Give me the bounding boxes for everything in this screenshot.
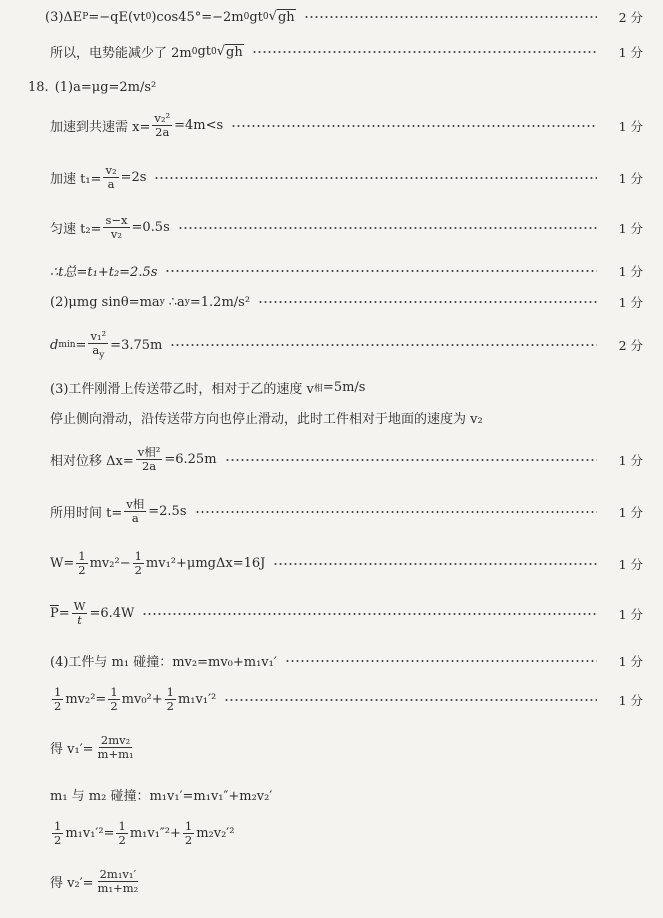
- line-text: 加速 t₁=: [50, 172, 102, 188]
- line-text: 所用时间 t=: [50, 506, 123, 522]
- line-text: =−qE(vt: [88, 9, 146, 25]
- line-text: 加速到共速需 x=: [50, 120, 151, 136]
- fraction: $\frac{\text{2m₁v₁′}}{\text{m₁+m₂}}$: [97, 867, 139, 896]
- score-label: 1 分: [618, 295, 643, 310]
- score-label: 1 分: [618, 220, 643, 236]
- leader-dots: [252, 51, 597, 53]
- line-text: m₁ 与 m₂ 碰撞：m₁v₁′=m₁v₁″+m₂v₂′: [50, 789, 273, 804]
- line-text: =5m/s: [322, 380, 366, 395]
- answer-line-v2-result: [50, 868, 643, 895]
- score-label: 1 分: [618, 606, 643, 622]
- score-label: 1 分: [618, 692, 643, 708]
- line-text: W=: [50, 556, 75, 572]
- fraction: $\frac{\text{v相²}}{2a}$: [137, 445, 161, 474]
- score-label: 1 分: [618, 556, 643, 572]
- line-text: (1)a=μg=2m/s²: [54, 80, 157, 95]
- fraction: $\frac{1}{2}$: [78, 549, 86, 578]
- leader-dots: [165, 270, 597, 272]
- answer-line-part2-accel: (2)μmg sinθ=ma y ∴a y =1.2m/s² 1 分: [50, 294, 643, 310]
- line-text: $\overline{P}$: [50, 606, 59, 622]
- line-text: mv₀²+: [121, 692, 163, 708]
- leader-dots: [225, 459, 597, 461]
- answer-line-stop-sliding: [50, 408, 643, 427]
- question-18-header: [28, 80, 643, 95]
- question-number: 18.: [28, 80, 49, 95]
- leader-dots: [231, 125, 597, 127]
- line-text: gt: [197, 44, 212, 59]
- sqrt-expression: √ gh: [268, 9, 295, 25]
- line-text: m₂v₂′²: [196, 826, 235, 842]
- answer-line-v1-result: [50, 734, 643, 761]
- fraction: $\frac{W}{t}$: [73, 599, 86, 628]
- answer-line-energy-conservation-2: [50, 820, 643, 847]
- answer-line-time-used: [50, 498, 643, 525]
- leader-dots: [273, 563, 597, 565]
- answer-line-collision-m2: [50, 785, 643, 804]
- line-text: mv₂²−: [89, 556, 131, 572]
- fraction: $\frac{1}{2}$: [110, 685, 118, 714]
- answer-line-work: [50, 550, 643, 577]
- answer-line-energy-change: (3)ΔE P =−qE(vt 0 )cos45°=−2m 0 gt 0 √ gh 2 分: [45, 9, 643, 25]
- score-label: 1 分: [618, 653, 643, 669]
- answer-line-relative-displacement: [50, 446, 643, 473]
- line-text: =1.2m/s²: [189, 294, 251, 310]
- fraction: $\frac{\text{2mv₂}}{\text{m+m₁}}$: [97, 733, 134, 762]
- fraction: $\frac{\text{v₂}}{a}$: [105, 163, 117, 192]
- answer-line-potential-decrease: 所以，电势能减少了 2m 0 gt 0 √ gh 1 分: [50, 43, 643, 61]
- fraction: $\frac{\text{v相}}{a}$: [126, 497, 145, 526]
- answer-line-collision-m1: [50, 651, 643, 670]
- line-text: 停止侧向滑动，沿传送带方向也停止滑动，此时工件相对于地面的速度为 v₂: [50, 412, 483, 427]
- fraction: $\frac{1}{2}$: [118, 819, 126, 848]
- line-text: m₁v₁′²=: [65, 826, 115, 842]
- line-text: (3)ΔE: [45, 9, 83, 25]
- line-text: gt: [249, 9, 263, 25]
- line-text: 所以，电势能减少了 2m: [50, 46, 192, 61]
- line-text: =6.4W: [89, 606, 135, 622]
- line-text: =: [75, 337, 87, 353]
- line-text: )cos45°=−2m: [151, 9, 244, 25]
- line-text: =3.75m: [110, 337, 163, 353]
- leader-dots: [142, 613, 597, 615]
- line-text: m₁v₁′²: [177, 692, 217, 708]
- line-text: 得 v₁′=: [50, 742, 94, 758]
- fraction: $\frac{1}{2}$: [184, 819, 193, 848]
- score-label: 1 分: [618, 504, 643, 520]
- line-text: m₁v₁″²+: [129, 826, 181, 842]
- score-label: 1 分: [618, 170, 643, 186]
- leader-dots: [178, 227, 597, 229]
- line-text: mv₁²+μmgΔx=16J: [145, 556, 266, 572]
- line-text: (2)μmg sinθ=ma: [50, 294, 160, 310]
- answer-line-uniform-time: [50, 214, 643, 241]
- fraction: $\frac{1}{2}$: [134, 549, 142, 578]
- line-text: ∴a: [168, 294, 185, 310]
- answer-line-min-distance: d min = $\frac{\text{v₁²}}{a_y}$ =3.75m 2 分: [50, 329, 643, 361]
- score-label: 2 分: [618, 10, 643, 25]
- line-text: =6.25m: [164, 452, 217, 468]
- fraction: $\frac{\text{v₂²}}{2a}$: [154, 111, 171, 140]
- fraction: $\frac{\text{v₁²}}{a_y}$: [90, 329, 107, 361]
- answer-line-part3-intro: (3)工件刚滑上传送带乙时，相对于乙的速度 v 相 =5m/s: [50, 380, 366, 397]
- answer-line-average-power: $\overline{P}$ = $\frac{W}{t}$ =6.4W 1 分: [50, 599, 643, 628]
- line-text: d: [50, 337, 59, 353]
- score-label: 1 分: [618, 44, 643, 60]
- line-text: =4m<s: [174, 118, 224, 134]
- sqrt-expression: √ gh: [216, 43, 243, 60]
- line-text: ∴t总=t₁+t₂=2.5s: [50, 265, 158, 280]
- score-label: 1 分: [618, 452, 643, 468]
- line-text: mv₂²=: [65, 692, 107, 708]
- leader-dots: [258, 301, 597, 303]
- leader-dots: [304, 16, 597, 18]
- line-text: 匀速 t₂=: [50, 222, 102, 238]
- line-text: =0.5s: [131, 220, 170, 236]
- answer-line-accel-distance: [50, 112, 643, 139]
- fraction: $\frac{1}{2}$: [54, 819, 62, 848]
- score-label: 1 分: [618, 263, 643, 279]
- answer-line-accel-time: [50, 164, 643, 191]
- leader-dots: [170, 344, 597, 346]
- line-text: =2.5s: [148, 504, 187, 520]
- score-label: 2 分: [618, 338, 643, 354]
- line-text: (4)工件与 m₁ 碰撞：mv₂=mv₀+m₁v₁′: [50, 655, 277, 670]
- answer-line-energy-conservation-1: [50, 686, 643, 713]
- fraction: $\frac{1}{2}$: [166, 685, 174, 714]
- line-text: (3)工件刚滑上传送带乙时，相对于乙的速度 v: [50, 382, 314, 397]
- line-text: =2s: [120, 170, 147, 186]
- score-label: 1 分: [618, 118, 643, 134]
- line-text: 得 v₂′=: [50, 876, 94, 892]
- answer-line-total-time: [50, 261, 643, 280]
- fraction: $\frac{s-x}{\text{v₂}}$: [105, 213, 128, 242]
- leader-dots: [154, 177, 597, 179]
- leader-dots: [195, 511, 598, 513]
- fraction: $\frac{1}{2}$: [54, 685, 62, 714]
- line-text: 相对位移 Δx=: [50, 454, 134, 470]
- leader-dots: [285, 660, 597, 662]
- leader-dots: [224, 699, 597, 701]
